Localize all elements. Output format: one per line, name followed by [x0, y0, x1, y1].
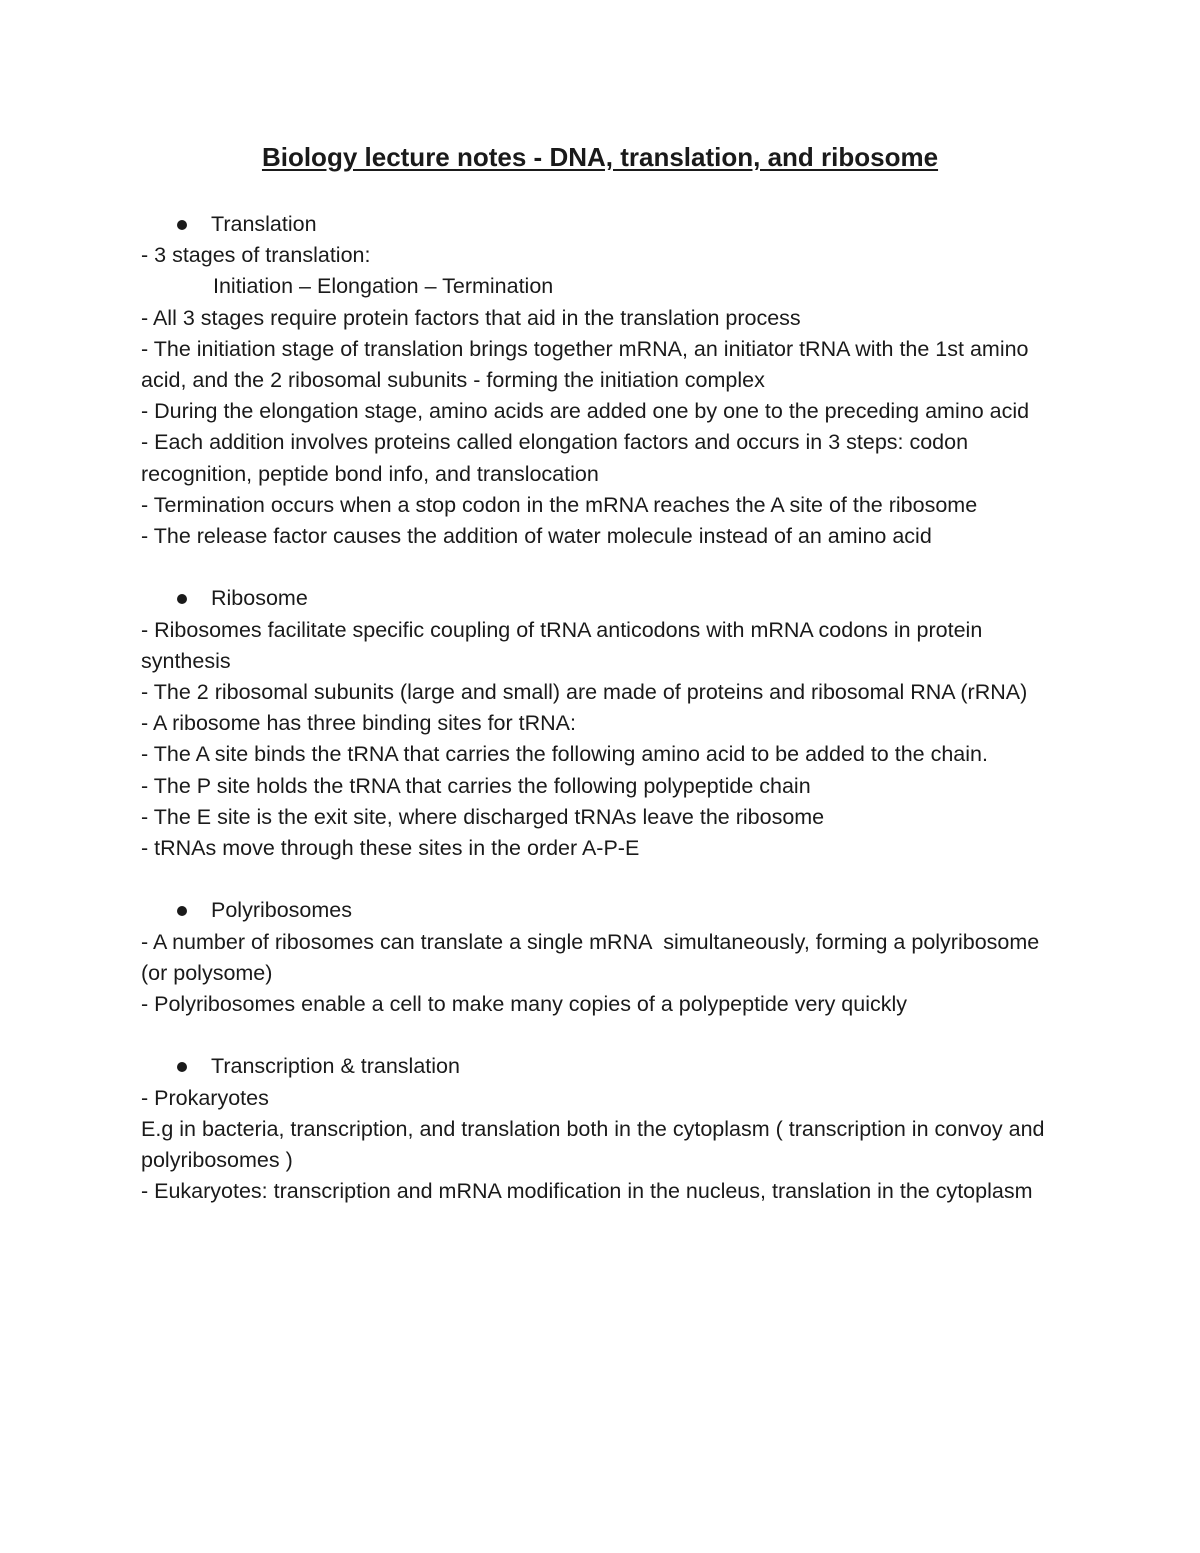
section-heading: Ribosome	[141, 583, 1061, 614]
note-line: - Ribosomes facilitate specific coupling of tRNA anticodons with mRNA codons in protein synthesis	[141, 617, 989, 673]
note-line: - Polyribosomes enable a cell to make many copies of a polypeptide very quickly	[141, 992, 908, 1017]
section-polyribosomes	[141, 895, 1061, 1020]
paragraph-gap	[141, 552, 1061, 583]
note-line: - Each addition involves proteins called elongation factors and occurs in 3 steps: codon recognition, peptide bond info, and translocation	[141, 430, 975, 486]
note-line: - Eukaryotes: transcription and mRNA modification in the nucleus, translation in the cytoplasm	[141, 1179, 1033, 1204]
note-line: E.g in bacteria, transcription, and translation both in the cytoplasm ( transcription in convoy and polyribosomes )	[141, 1116, 1051, 1173]
note-line: - Prokaryotes	[141, 1085, 269, 1110]
bullet-icon	[177, 220, 187, 230]
note-line: - All 3 stages require protein factors that aid in the translation process	[141, 305, 801, 330]
note-line: - The 2 ribosomal subunits (large and small) are made of proteins and ribosomal RNA (rRNA)	[141, 680, 1028, 705]
section-translation	[141, 209, 1061, 552]
note-line-indented: Initiation – Elongation – Termination	[213, 274, 554, 299]
section-heading: Polyribosomes	[141, 895, 1061, 926]
paragraph-gap	[141, 864, 1061, 895]
section-transcription-translation	[141, 1051, 1061, 1207]
document-title: Biology lecture notes - DNA, translation, and ribosome	[261, 142, 939, 172]
note-line: - The A site binds the tRNA that carries the following amino acid to be added to the chain.	[141, 742, 988, 767]
section-ribosome	[141, 583, 1061, 864]
section-heading: Translation	[141, 209, 1061, 240]
note-line: - 3 stages of translation:	[141, 243, 371, 268]
note-line: - Termination occurs when a stop codon in the mRNA reaches the A site of the ribosome	[141, 492, 978, 517]
note-line: - The initiation stage of translation brings together mRNA, an initiator tRNA with the 1st amino acid, and the 2 ribosomal subunits - forming the initiation complex	[141, 336, 1035, 393]
note-line: - The E site is the exit site, where discharged tRNAs leave the ribosome	[141, 804, 825, 829]
note-line: - A number of ribosomes can translate a single mRNA simultaneously, forming a polyribosome (or polysome)	[141, 929, 1046, 985]
bullet-icon	[177, 594, 187, 604]
note-line: - During the elongation stage, amino acids are added one by one to the preceding amino acid	[141, 399, 1030, 424]
bullet-icon	[177, 1062, 187, 1072]
note-line: - tRNAs move through these sites in the order A-P-E	[141, 836, 640, 861]
bullet-icon	[177, 906, 187, 916]
paragraph-gap	[141, 1020, 1061, 1051]
note-line: - The release factor causes the addition of water molecule instead of an amino acid	[141, 524, 932, 549]
note-line: - The P site holds the tRNA that carries the following polypeptide chain	[141, 773, 811, 798]
document-body	[141, 209, 1061, 1207]
note-line: - A ribosome has three binding sites for tRNA:	[141, 711, 576, 736]
section-heading: Transcription & translation	[141, 1051, 1061, 1082]
